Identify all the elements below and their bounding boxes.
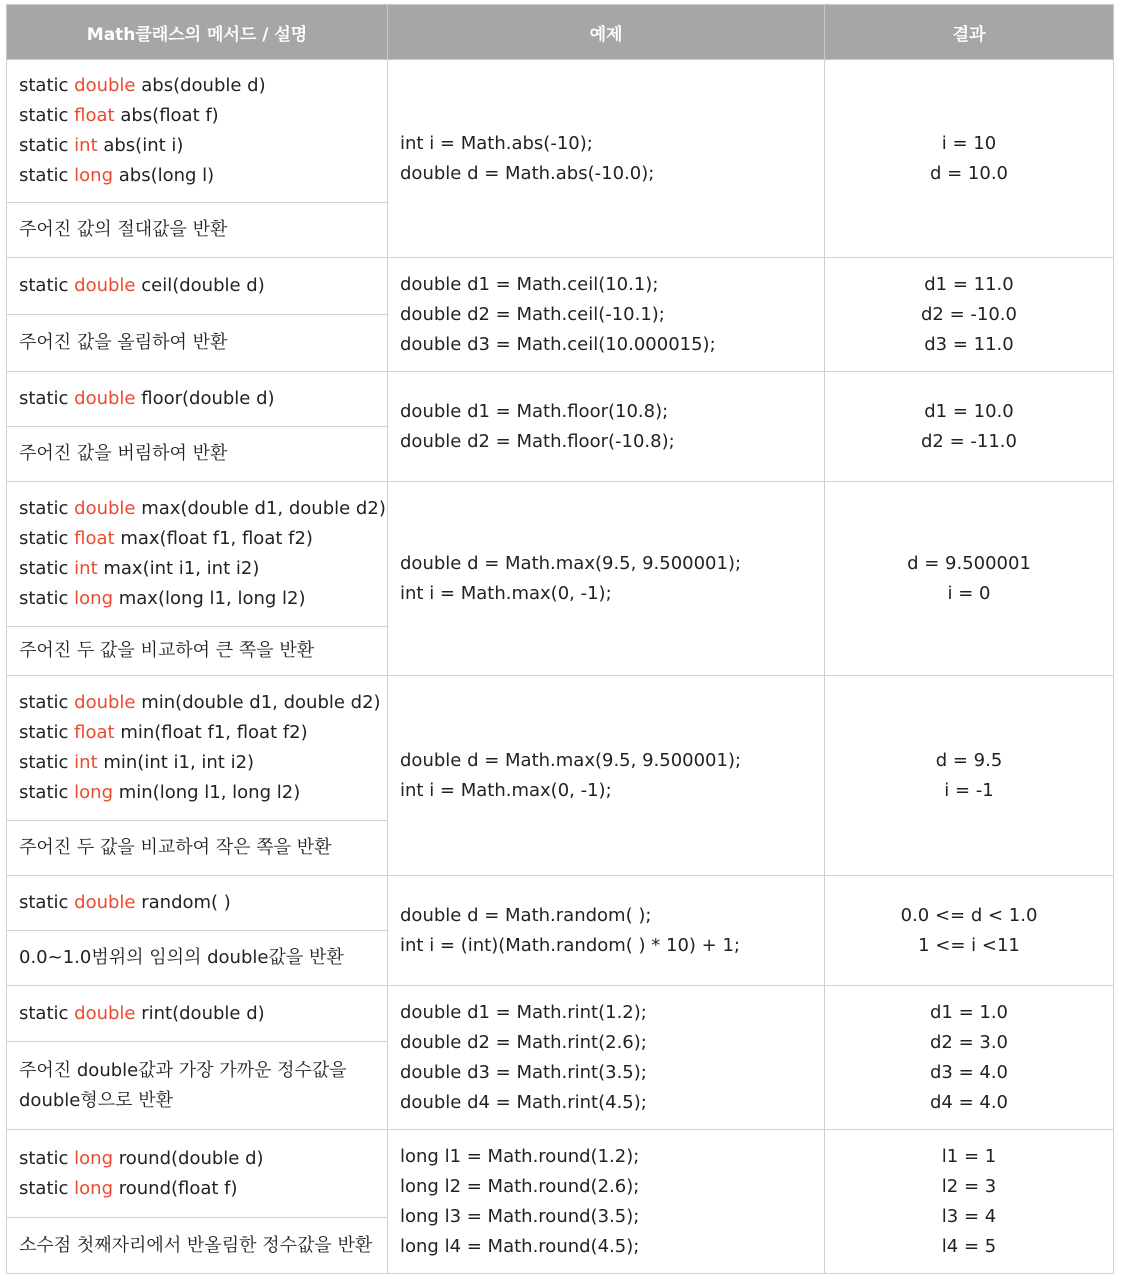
result-line: l1 = 1: [941, 1145, 997, 1167]
example-code-line: double d1 = Math.floor(10.8);: [400, 400, 669, 422]
result-cell: [825, 1130, 1114, 1274]
modifier-text: static: [19, 528, 75, 549]
result-line: i = 10: [941, 132, 997, 154]
method-signature-cell: [7, 482, 388, 627]
method-name-params: abs(float f): [114, 105, 219, 126]
example-code-line: double d3 = Math.ceil(10.000015);: [400, 333, 716, 355]
example-code-line: int i = Math.max(0, -1);: [400, 582, 612, 604]
modifier-text: static: [19, 275, 75, 296]
example-code-line: long l4 = Math.round(4.5);: [400, 1235, 640, 1257]
signature-line: [19, 71, 375, 101]
result-line: d3 = 11.0: [924, 333, 1014, 355]
return-type-keyword: double: [74, 275, 136, 296]
return-type-keyword: long: [74, 782, 114, 803]
method-name-params: abs(double d): [135, 75, 266, 96]
modifier-text: static: [19, 165, 75, 186]
example-code-line: long l3 = Math.round(3.5);: [400, 1205, 640, 1227]
signature-line: [19, 1144, 375, 1174]
method-description-cell: [7, 203, 388, 258]
return-type-keyword: float: [74, 105, 115, 126]
signature-line: [19, 161, 375, 191]
description-line: 주어진 두 값을 비교하여 큰 쪽을 반환: [19, 640, 315, 661]
result-line: d1 = 1.0: [929, 1001, 1009, 1023]
result-line: l2 = 3: [941, 1175, 997, 1197]
signature-line: [19, 718, 375, 748]
return-type-keyword: double: [74, 498, 136, 519]
example-code-line: double d = Math.max(9.5, 9.500001);: [400, 749, 742, 771]
modifier-text: static: [19, 498, 75, 519]
table-row: [7, 876, 1114, 931]
table-row: [7, 986, 1114, 1042]
result-line: d = 10.0: [929, 162, 1009, 184]
example-cell: [388, 372, 825, 482]
result-cell: [825, 876, 1114, 986]
description-line: 주어진 값을 버림하여 반환: [19, 443, 228, 464]
method-signature-cell: [7, 60, 388, 203]
header-method: Math클래스의 메서드 / 설명: [7, 5, 388, 60]
modifier-text: static: [19, 105, 75, 126]
signature-line: [19, 688, 381, 718]
description-line: 주어진 값의 절대값을 반환: [19, 219, 228, 240]
modifier-text: static: [19, 692, 75, 713]
method-name-params: min(long l1, long l2): [113, 782, 301, 803]
return-type-keyword: double: [74, 388, 136, 409]
modifier-text: static: [19, 588, 75, 609]
method-signature-cell: [7, 986, 388, 1042]
return-type-keyword: long: [74, 1177, 114, 1199]
signature-line: [19, 271, 375, 301]
method-name-params: abs(long l): [113, 165, 215, 186]
example-code-line: double d2 = Math.rint(2.6);: [400, 1031, 647, 1053]
method-signature-cell: [7, 876, 388, 931]
example-cell: [388, 986, 825, 1130]
table-row: [7, 258, 1114, 315]
table-row: [7, 482, 1114, 627]
return-type-keyword: int: [74, 558, 98, 579]
return-type-keyword: double: [74, 692, 136, 713]
result-cell: [825, 986, 1114, 1130]
result-cell: [825, 258, 1114, 372]
return-type-keyword: double: [74, 892, 136, 913]
method-name-params: min(double d1, double d2): [135, 692, 381, 713]
method-signature-cell: [7, 258, 388, 315]
header-result: 결과: [825, 5, 1114, 60]
signature-line: [19, 131, 375, 161]
table-body: [7, 60, 1114, 1274]
table-row: [7, 676, 1114, 821]
signature-line: [19, 524, 375, 554]
signature-line: [19, 554, 375, 584]
result-line: d = 9.500001: [907, 552, 1031, 574]
signature-line: [19, 778, 375, 808]
return-type-keyword: long: [74, 588, 114, 609]
signature-line: [19, 1174, 375, 1204]
result-line: d4 = 4.0: [929, 1091, 1009, 1113]
example-code-line: int i = Math.abs(-10);: [400, 132, 593, 154]
result-line: 1 <= i <11: [918, 934, 1020, 956]
example-code-line: long l2 = Math.round(2.6);: [400, 1175, 640, 1197]
result-line: d2 = -10.0: [921, 303, 1017, 325]
modifier-text: static: [19, 892, 75, 913]
method-name-params: max(long l1, long l2): [113, 588, 306, 609]
example-code-line: int i = (int)(Math.random( ) * 10) + 1;: [400, 934, 740, 956]
result-line: d2 = 3.0: [929, 1031, 1009, 1053]
signature-line: [19, 384, 375, 414]
return-type-keyword: long: [74, 165, 114, 186]
example-cell: [388, 1130, 825, 1274]
method-name-params: rint(double d): [135, 1002, 265, 1024]
result-line: d2 = -11.0: [921, 430, 1017, 452]
result-line: i = 0: [947, 582, 991, 604]
description-line: double형으로 반환: [19, 1089, 174, 1111]
example-code-line: double d2 = Math.floor(-10.8);: [400, 430, 675, 452]
modifier-text: static: [19, 135, 75, 156]
table-row: [7, 60, 1114, 203]
return-type-keyword: int: [74, 135, 98, 156]
return-type-keyword: float: [74, 722, 115, 743]
description-line: 소수점 첫째자리에서 반올림한 정수값을 반환: [19, 1234, 373, 1256]
modifier-text: static: [19, 752, 75, 773]
result-line: d1 = 11.0: [924, 273, 1014, 295]
method-signature-cell: [7, 1130, 388, 1218]
method-description-cell: [7, 1042, 388, 1130]
modifier-text: static: [19, 1147, 75, 1169]
result-line: 0.0 <= d < 1.0: [900, 904, 1038, 926]
example-code-line: double d3 = Math.rint(3.5);: [400, 1061, 647, 1083]
method-name-params: max(double d1, double d2): [135, 498, 386, 519]
modifier-text: static: [19, 75, 75, 96]
method-signature-cell: [7, 676, 388, 821]
signature-line: [19, 101, 375, 131]
example-code-line: int i = Math.max(0, -1);: [400, 779, 612, 801]
result-cell: [825, 372, 1114, 482]
method-description-cell: [7, 1218, 388, 1274]
method-description-cell: [7, 315, 388, 372]
method-description-cell: [7, 821, 388, 876]
description-line: 주어진 두 값을 비교하여 작은 쪽을 반환: [19, 837, 332, 858]
math-methods-table: [6, 4, 1114, 1274]
table-row: [7, 372, 1114, 427]
result-line: l4 = 5: [941, 1235, 997, 1257]
example-code-line: long l1 = Math.round(1.2);: [400, 1145, 640, 1167]
modifier-text: static: [19, 1002, 75, 1024]
method-name-params: round(double d): [113, 1147, 264, 1169]
return-type-keyword: float: [74, 528, 115, 549]
result-line: d3 = 4.0: [929, 1061, 1009, 1083]
header-example: 예제: [388, 5, 825, 60]
return-type-keyword: long: [74, 1147, 114, 1169]
method-name-params: ceil(double d): [135, 275, 265, 296]
table-row: [7, 1130, 1114, 1218]
result-cell: [825, 482, 1114, 676]
signature-line: [19, 748, 375, 778]
method-name-params: floor(double d): [135, 388, 275, 409]
method-description-cell: [7, 931, 388, 986]
method-name-params: abs(int i): [97, 135, 184, 156]
signature-line: [19, 999, 375, 1029]
return-type-keyword: double: [74, 1002, 136, 1024]
modifier-text: static: [19, 782, 75, 803]
method-name-params: random( ): [135, 892, 231, 913]
example-code-line: double d4 = Math.rint(4.5);: [400, 1091, 647, 1113]
example-code-line: double d2 = Math.ceil(-10.1);: [400, 303, 665, 325]
method-name-params: min(float f1, float f2): [114, 722, 308, 743]
modifier-text: static: [19, 558, 75, 579]
result-cell: [825, 676, 1114, 876]
return-type-keyword: double: [74, 75, 136, 96]
return-type-keyword: int: [74, 752, 98, 773]
description-line: 주어진 값을 올림하여 반환: [19, 332, 228, 353]
example-cell: [388, 258, 825, 372]
example-cell: [388, 876, 825, 986]
example-code-line: double d = Math.max(9.5, 9.500001);: [400, 552, 742, 574]
description-line: 0.0~1.0범위의 임의의 double값을 반환: [19, 947, 344, 968]
method-signature-cell: [7, 372, 388, 427]
method-description-cell: [7, 427, 388, 482]
example-code-line: double d1 = Math.rint(1.2);: [400, 1001, 647, 1023]
signature-line: [19, 888, 375, 918]
signature-line: [19, 584, 375, 614]
example-cell: [388, 60, 825, 258]
method-name-params: min(int i1, int i2): [97, 752, 255, 773]
signature-line: [19, 494, 386, 524]
modifier-text: static: [19, 722, 75, 743]
method-name-params: max(float f1, float f2): [114, 528, 313, 549]
result-line: d = 9.5: [935, 749, 1003, 771]
example-cell: [388, 676, 825, 876]
result-cell: [825, 60, 1114, 258]
method-description-cell: [7, 627, 388, 676]
modifier-text: static: [19, 1177, 75, 1199]
example-code-line: double d = Math.abs(-10.0);: [400, 162, 655, 184]
header-row: [7, 5, 1114, 60]
method-name-params: round(float f): [113, 1177, 238, 1199]
result-line: d1 = 10.0: [924, 400, 1014, 422]
modifier-text: static: [19, 388, 75, 409]
result-line: i = -1: [944, 779, 994, 801]
result-line: l3 = 4: [941, 1205, 997, 1227]
method-name-params: max(int i1, int i2): [97, 558, 260, 579]
example-code-line: double d = Math.random( );: [400, 904, 652, 926]
description-line: 주어진 double값과 가장 가까운 정수값을: [19, 1059, 347, 1081]
example-cell: [388, 482, 825, 676]
example-code-line: double d1 = Math.ceil(10.1);: [400, 273, 659, 295]
